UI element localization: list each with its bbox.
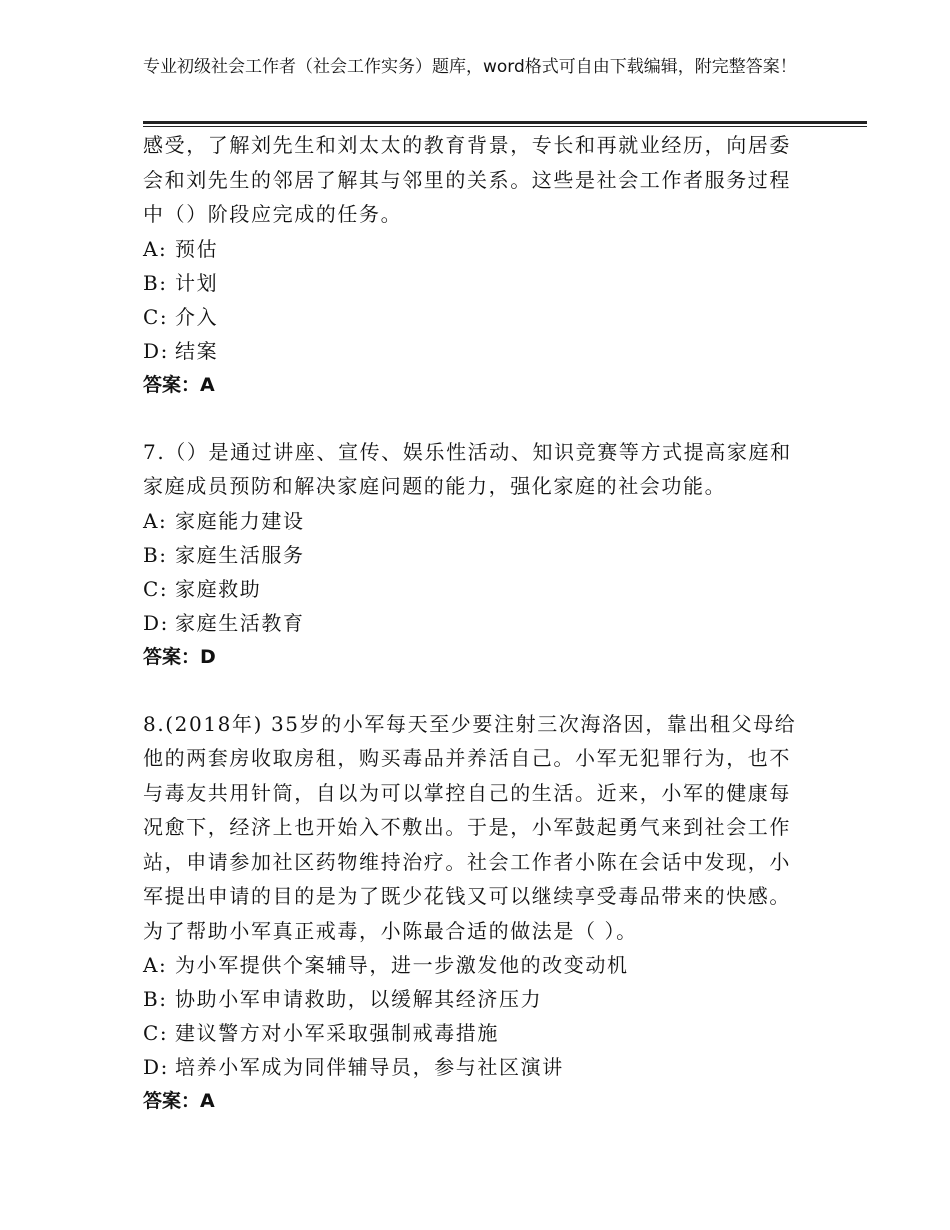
document-header: 专业初级社会工作者（社会工作实务）题库，word格式可自由下载编辑，附完整答案！ xyxy=(143,57,797,77)
option-text: 预估 xyxy=(175,236,219,261)
question-item xyxy=(143,435,803,674)
option-letter: D: xyxy=(143,338,169,363)
option-d xyxy=(143,606,803,640)
option-c xyxy=(143,300,803,334)
option-text: 家庭生活教育 xyxy=(175,610,305,635)
answer-line: 答案：A xyxy=(143,373,215,396)
option-text: 介入 xyxy=(175,304,219,329)
option-text: 计划 xyxy=(175,270,219,295)
option-letter: B: xyxy=(143,987,168,1011)
question-gap xyxy=(143,402,803,435)
option-letter: D: xyxy=(143,610,169,635)
option-letter: A: xyxy=(143,953,168,977)
option-text: 建议警方对小军采取强制戒毒措施 xyxy=(175,1021,499,1045)
option-letter: C: xyxy=(143,576,169,601)
option-text: 为小军提供个案辅导，进一步激发他的改变动机 xyxy=(175,953,629,977)
option-text: 家庭生活服务 xyxy=(175,542,305,567)
option-c xyxy=(143,1016,803,1050)
option-letter: C: xyxy=(143,1021,169,1045)
option-a xyxy=(143,232,803,266)
option-b xyxy=(143,266,803,300)
question-text: 8.(2018年) 35岁的小军每天至少要注射三次海洛因，靠出租父母给他的两套房收取房租，购买毒品并养活自己。小军无犯罪行为，也不与毒友共用针筒，自以为可以掌控自己的生活。近来，小军的健康每况愈下，经济上也开始入不敷出。于是，小军鼓起勇气来到社会工作站，申请参加社区药物维持治疗。社会工作者小陈在会话中发现，小军提出申请的目的是为了既少花钱又可以继续享受毒品带来的快感。为了帮助小军真正戒毒，小陈最合适的做法是（ ）。 xyxy=(143,711,797,943)
option-letter: A: xyxy=(143,508,168,533)
question-text: 感受，了解刘先生和刘太太的教育背景，专长和再就业经历，向居委会和刘先生的邻居了解其与邻里的关系。这些是社会工作者服务过程中（）阶段应完成的任务。 xyxy=(143,133,791,226)
option-letter: D: xyxy=(143,1055,169,1079)
option-b xyxy=(143,982,803,1016)
answer-line: 答案：D xyxy=(143,645,216,668)
question-gap xyxy=(143,674,803,707)
option-a xyxy=(143,504,803,538)
option-letter: C: xyxy=(143,304,169,329)
question-list xyxy=(143,128,803,1118)
option-b xyxy=(143,538,803,572)
option-d xyxy=(143,334,803,368)
header-rule-thin xyxy=(143,126,867,127)
option-text: 家庭救助 xyxy=(175,576,262,601)
option-letter: B: xyxy=(143,542,168,567)
option-a xyxy=(143,948,803,982)
option-letter: B: xyxy=(143,270,168,295)
option-c xyxy=(143,572,803,606)
option-text: 协助小军申请救助，以缓解其经济压力 xyxy=(175,987,543,1011)
option-text: 培养小军成为同伴辅导员，参与社区演讲 xyxy=(175,1055,564,1079)
question-item xyxy=(143,707,803,1119)
answer-line: 答案：A xyxy=(143,1090,215,1112)
option-d xyxy=(143,1050,803,1084)
option-text: 结案 xyxy=(175,338,219,363)
header-rule-thick xyxy=(143,121,867,124)
option-text: 家庭能力建设 xyxy=(175,508,305,533)
question-item xyxy=(143,128,803,402)
option-letter: A: xyxy=(143,236,168,261)
question-text: 7.（）是通过讲座、宣传、娱乐性活动、知识竞赛等方式提高家庭和家庭成员预防和解决家庭问题的能力，强化家庭的社会功能。 xyxy=(143,439,792,498)
